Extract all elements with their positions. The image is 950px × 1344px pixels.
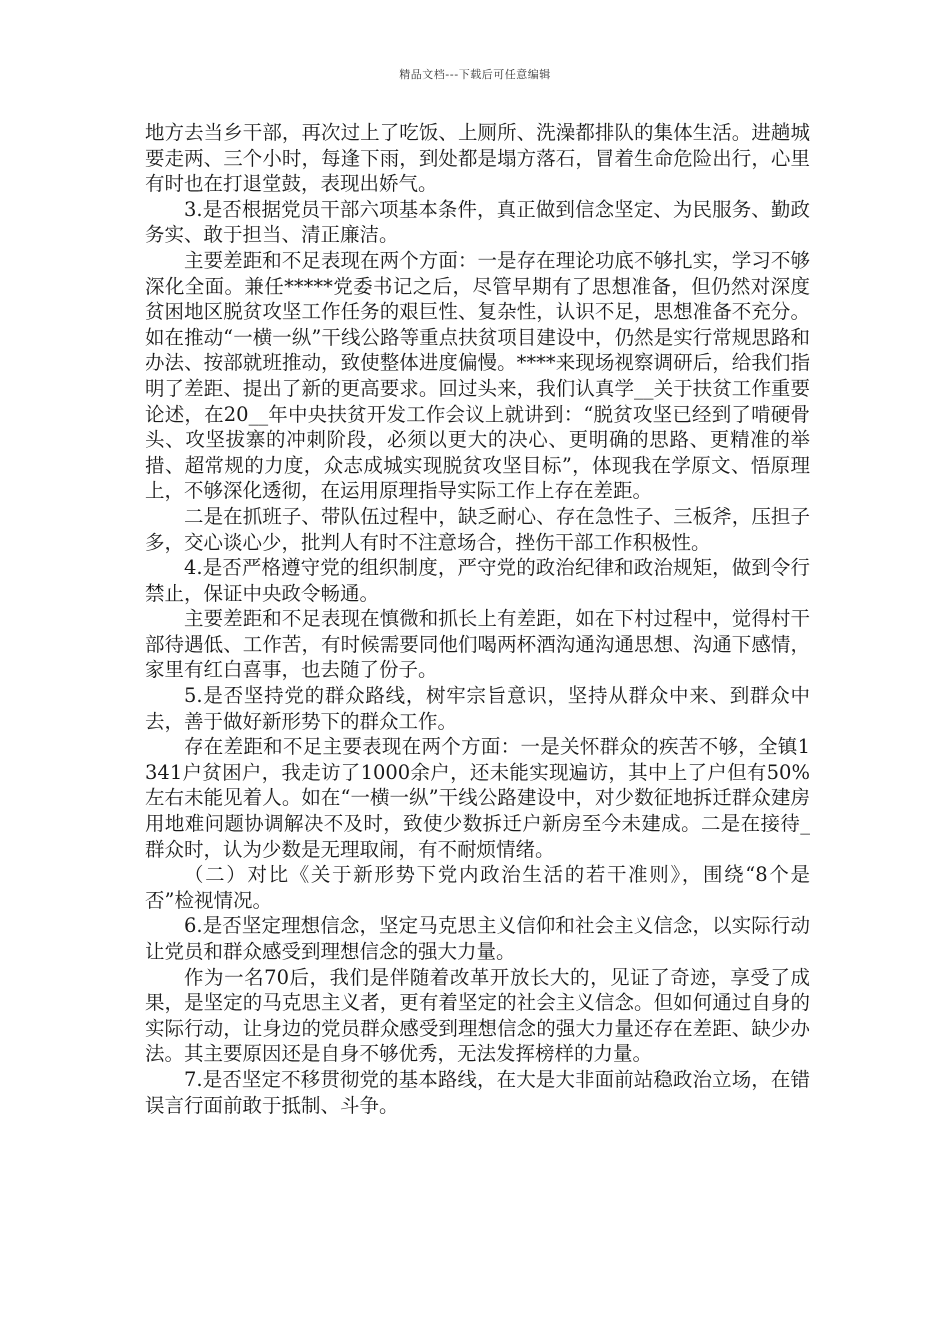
paragraph: 3.是否根据党员干部六项基本条件，真正做到信念坚定、为民服务、勤政务实、敢于担当、清正廉洁。 <box>145 197 810 247</box>
paragraph: （二）对比《关于新形势下党内政治生活的若干准则》，围绕“8个是否”检视情况。 <box>145 863 810 912</box>
paragraph: 7.是否坚定不移贯彻党的基本路线，在大是大非面前站稳政治立场，在错误言行面前敢于抵制、斗争。 <box>145 1067 810 1117</box>
document-body <box>145 120 810 1118</box>
paragraph: 作为一名70后，我们是伴随着改革开放长大的，见证了奇迹，享受了成果，是坚定的马克思主义者，更有着坚定的社会主义信念。但如何通过自身的实际行动，让身边的党员群众感受到理想信念的强大力量还存在差距、缺少办法。其主要原因还是自身不够优秀，无法发挥榜样的力量。 <box>145 965 810 1066</box>
paragraph: 5.是否坚持党的群众路线，树牢宗旨意识，坚持从群众中来、到群众中去，善于做好新形势下的群众工作。 <box>145 684 810 733</box>
paragraph: 二是在抓班子、带队伍过程中，缺乏耐心、存在急性子、三板斧，压担子多，交心谈心少，批判人有时不注意场合，挫伤干部工作积极性。 <box>145 504 810 554</box>
paragraph: 4.是否严格遵守党的组织制度，严守党的政治纪律和政治规矩，做到令行禁止，保证中央政令畅通。 <box>145 556 810 605</box>
paragraph: 主要差距和不足表现在慎微和抓长上有差距，如在下村过程中，觉得村干部待遇低、工作苦，有时候需要同他们喝两杯酒沟通沟通思想、沟通下感情，家里有红白喜事，也去随了份子。 <box>145 607 810 682</box>
paragraph: 6.是否坚定理想信念，坚定马克思主义信仰和社会主义信念，以实际行动让党员和群众感受到理想信念的强大力量。 <box>145 914 810 963</box>
paragraph: 存在差距和不足主要表现在两个方面：一是关怀群众的疾苦不够，全镇1341户贫困户，我走访了1000余户，还未能实现遍访，其中上了户但有50%左右未能见着人。如在“一横一纵”干线公路建设中，对少数征地拆迁群众建房用地难问题协调解决不及时，致使少数拆迁户新房至今未建成。二是在接待_群众时，认为少数是无理取闹，有不耐烦情绪。 <box>145 735 810 861</box>
paragraph: 主要差距和不足表现在两个方面：一是存在理论功底不够扎实，学习不够深化全面。兼任*****党委书记之后，尽管早期有了思想准备，但仍然对深度贫困地区脱贫攻坚工作任务的艰巨性、复杂性，认识不足，思想准备不充分。如在推动“一横一纵”干线公路等重点扶贫项目建设中，仍然是实行常规思路和办法、按部就班推动，致使整体进度偏慢。****来现场视察调研后，给我们指明了差距、提出了新的更高要求。回过头来，我们认真学__关于扶贫工作重要论述，在20__年中央扶贫开发工作会议上就讲到：“脱贫攻坚已经到了啃硬骨头、攻坚拔寨的冲刺阶段，必须以更大的决心、更明确的思路、更精准的举措、超常规的力度，众志成城实现脱贫攻坚目标”，体现我在学原文、悟原理上，不够深化透彻，在运用原理指导实际工作上存在差距。 <box>145 248 810 503</box>
page-header: 精品文档---下载后可任意编辑 <box>399 68 551 81</box>
paragraph: 地方去当乡干部，再次过上了吃饭、上厕所、洗澡都排队的集体生活。进趟城要走两、三个小时，每逢下雨，到处都是塌方落石，冒着生命危险出行，心里有时也在打退堂鼓，表现出娇气。 <box>145 121 810 196</box>
